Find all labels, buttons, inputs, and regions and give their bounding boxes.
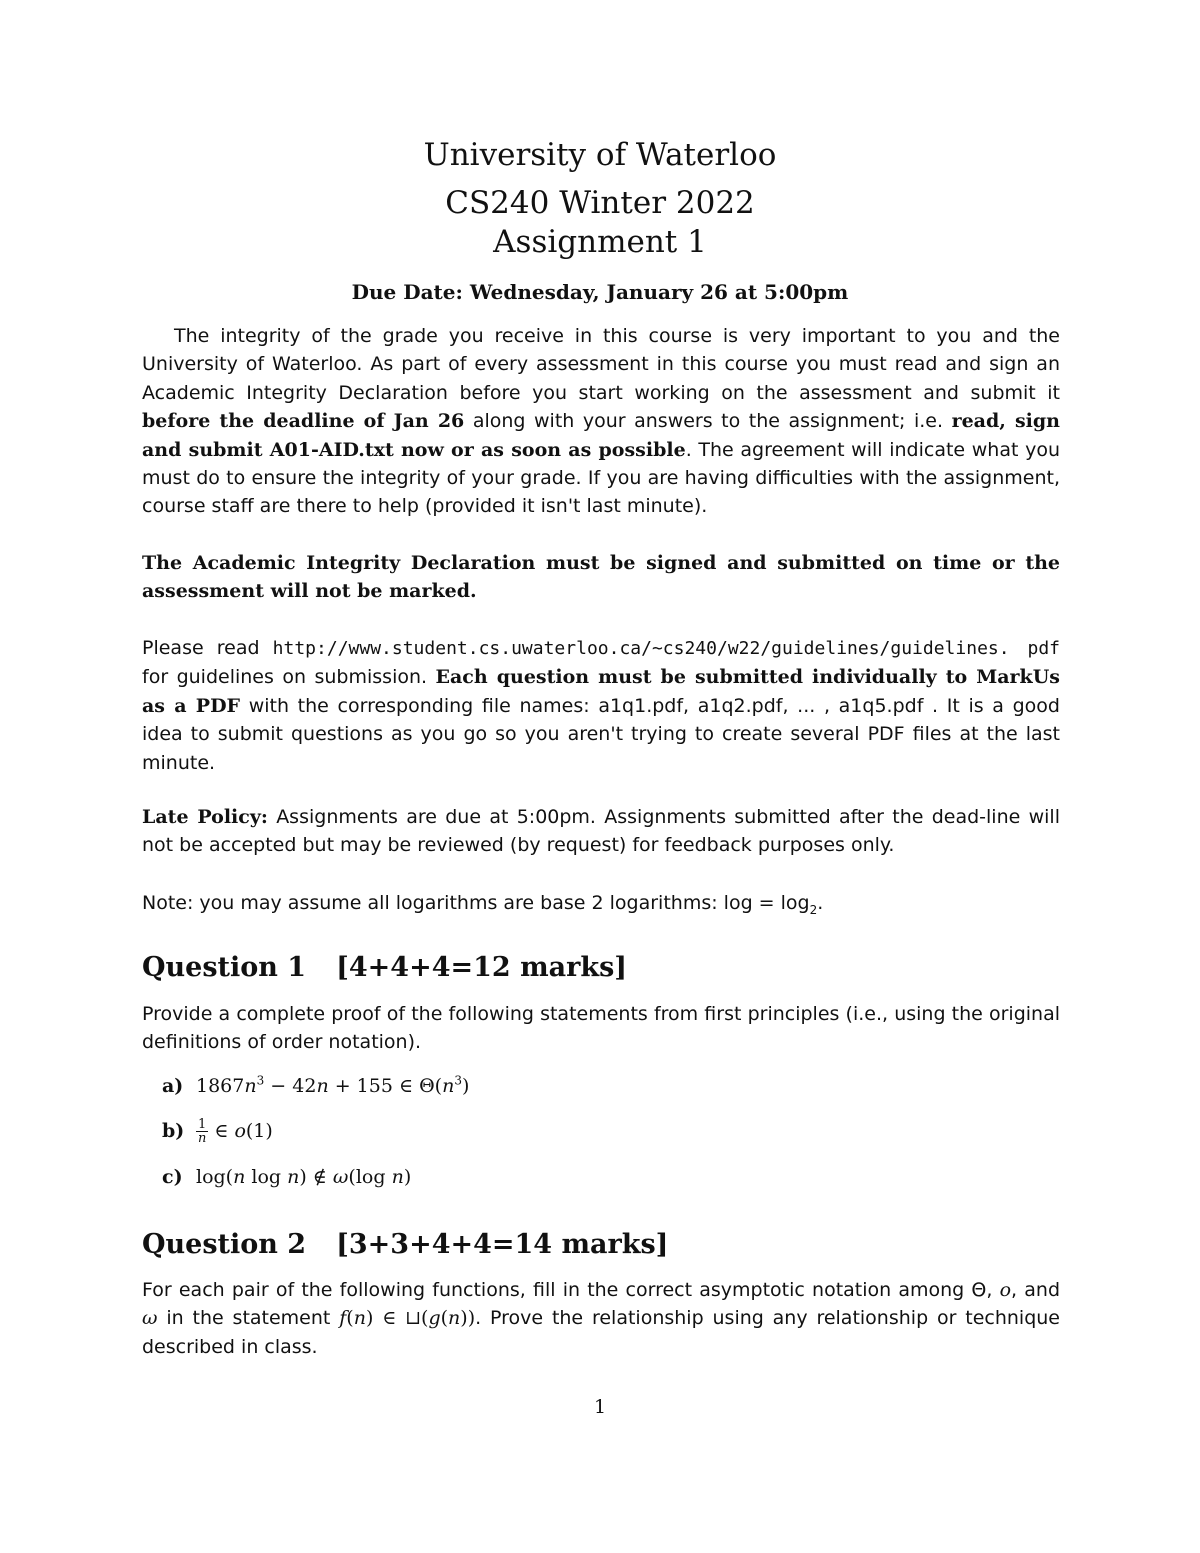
question-2-text: For each pair of the following functions, fill in the correct asymptotic notation among Θ, o, and ω in the statement f(n) ∈ ⊔(g(n)). Prove the relationship using any relationship or technique described in class.: [142, 1279, 1061, 1358]
guidelines-link[interactable]: http://www.student.cs.uwaterloo.ca/~cs240/w22/guidelines/guidelines. pdf: [272, 638, 1060, 659]
university-title: University of Waterloo: [423, 137, 777, 173]
integrity-warning: The Academic Integrity Declaration must be signed and submitted on time or the assessment will not be marked.: [142, 552, 1060, 603]
course-title: CS240 Winter 2022: [445, 185, 755, 221]
question-1-heading: Question 1 [4+4+4=12 marks]: [142, 952, 628, 983]
q1-item-a: a) $1867n^3 - 42n + 155$ ∈ $\Theta(n^3)$: [162, 1074, 470, 1098]
question-2-heading: Question 2 [3+3+4+4=14 marks]: [142, 1229, 669, 1260]
assignment-title: Assignment 1: [493, 224, 707, 260]
submission-paragraph: Please read http://www.student.cs.uwaterloo.ca/~cs240/w22/guidelines/guidelines. pdf for guidelines on submission. Each question must be submitted individually to MarkUs as a PDF with the corresponding file names: a1q1.pdf, a1q2.pdf, ... , a1q5.pdf . It is a good idea to submit questions as you go so you aren't trying to create several PDF files at the last minute.: [142, 637, 1060, 774]
page-number: 1: [593, 1396, 607, 1418]
integrity-paragraph: The integrity of the grade you receive in this course is very important to you and the University of Waterloo. As part of every assessment in this course you must read and sign an Academic Integrity Declaration before you start working on the assessment and submit it before the deadline of Jan 26 along with your answers to the assignment; i.e. read, sign and submit A01-AID.txt now or as soon as possible. The agreement will indicate what you must do to ensure the integrity of your grade. If you are having difficulties with the assignment, course staff are there to help (provided it isn't last minute).: [142, 325, 1060, 518]
late-policy-paragraph: Late Policy: Assignments are due at 5:00pm. Assignments submitted after the dead-line will not be accepted but may be reviewed (by request) for feedback purposes only.: [142, 806, 1060, 857]
log-note: Note: you may assume all logarithms are base 2 logarithms: $\log = \log_2$.: [142, 892, 824, 917]
q1-item-c: c) log(n log n) ∉ ω(log n): [162, 1166, 412, 1188]
due-date: Due Date: Wednesday, January 26 at 5:00pm: [351, 280, 849, 304]
question-1-text: Provide a complete proof of the following statements from first principles (i.e., using the original definitions of order notation).: [142, 1003, 1060, 1054]
q1-item-b: b) $\frac{1}{n}$ ∈ o(1): [162, 1117, 273, 1146]
